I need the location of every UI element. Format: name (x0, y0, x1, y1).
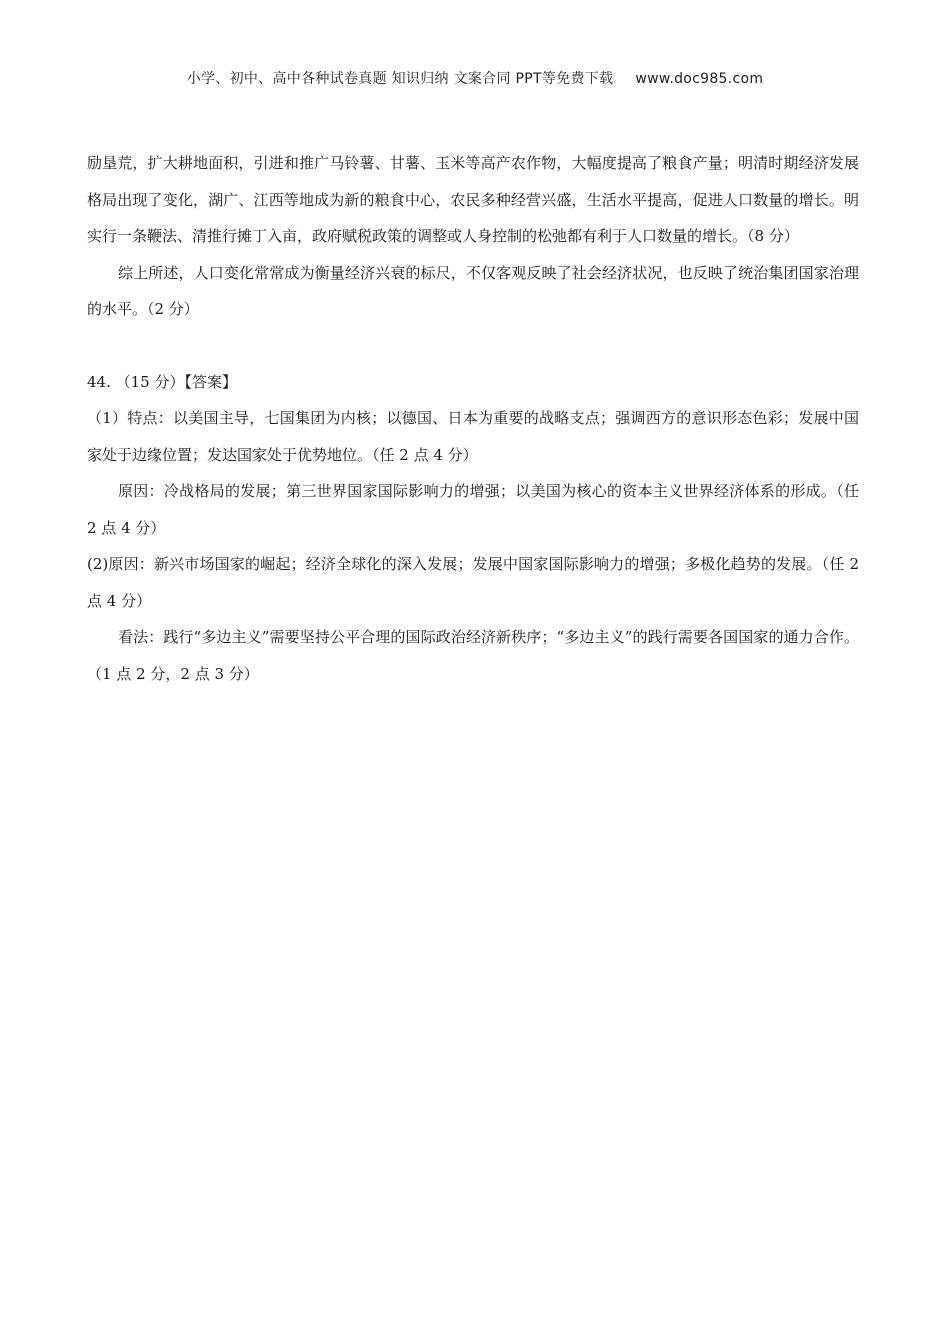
page-header (0, 68, 950, 88)
question-44-part1-features: （1）特点：以美国主导，七国集团为内核；以德国、日本为重要的战略支点；强调西方的意识形态色彩；发展中国家处于边缘位置；发达国家处于优势地位。（任 2 点 4 分） (87, 409, 859, 464)
paragraph-continued: 励垦荒，扩大耕地面积，引进和推广马铃薯、甘薯、玉米等高产农作物，大幅度提高了粮食产量；明清时期经济发展格局出现了变化，湖广、江西等地成为新的粮食中心，农民多种经营兴盛，生活水平提高，促进人口数量的增长。明实行一条鞭法、清推行摊丁入亩，政府赋税政策的调整或人身控制的松弛都有利于人口数量的增长。（8 分） (87, 154, 859, 245)
section-spacer (87, 328, 859, 364)
header-site-url[interactable]: www.doc985.com (635, 71, 764, 87)
answer-content (87, 145, 859, 692)
paragraph-summary: 综上所述，人口变化常常成为衡量经济兴衰的标尺，不仅客观反映了社会经济状况，也反映了统治集团国家治理的水平。（2 分） (87, 263, 859, 318)
header-text: 小学、初中、高中各种试卷真题 知识归纳 文案合同 PPT等免费下载 (186, 71, 614, 87)
question-44-part1-reasons: 原因：冷战格局的发展；第三世界国家国际影响力的增强；以美国为核心的资本主义世界经济体系的形成。（任 2 点 4 分） (87, 482, 859, 537)
question-44-heading: 44. （15 分）【答案】 (87, 372, 237, 391)
question-44-part2-reasons: (2)原因：新兴市场国家的崛起；经济全球化的深入发展；发展中国家国际影响力的增强；多极化趋势的发展。（任 2 点 4 分） (87, 555, 859, 610)
question-44-part2-views: 看法：践行“多边主义”需要坚持公平合理的国际政治经济新秩序；“多边主义”的践行需要各国国家的通力合作。（1 点 2 分，2 点 3 分） (87, 628, 859, 683)
